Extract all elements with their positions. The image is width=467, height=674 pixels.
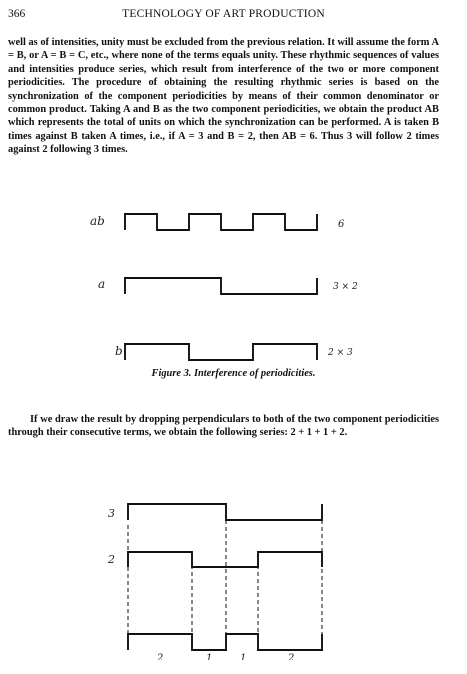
wave-a	[125, 278, 317, 294]
page-header	[8, 8, 439, 24]
row-annotation-a: 3 × 2	[333, 282, 358, 292]
figure-3-caption: Figure 3. Interference of periodicities.	[151, 368, 316, 379]
fig4-wave-3	[128, 504, 322, 520]
fig4-bottom-label-2: 1	[206, 653, 213, 660]
body-paragraph-2: If we draw the result by dropping perpendiculars to both of the two component periodicities through their consecutive terms, we obtain the following series: 2 + 1 + 1 + 2.	[8, 414, 439, 439]
fig4-row-label-2: 2	[108, 553, 115, 566]
fig4-wave-2	[128, 552, 322, 567]
body-paragraph-1: well as of intensities, unity must be excluded from the previous relation. It will assume the form A = B, or A = B = C, etc., where none of the terms equals unity. These rhythmic sequences of values and intensities produce series, which result from interference of the two or more component periodicities. The procedure of obtaining the resulting rhythmic series is based on the synchronization of the component periodicities by means of their common denominator or common product. Taking A and B as the two component periodicities, we obtain the product AB which represents the total of units on which the synchronization can be performed. A is taken B times against B taken A times, i.e., if A = 3 and B = 2, then AB = 6. Thus 3 will follow 2 times against 2 following 3 times.	[8, 37, 439, 156]
fig4-bottom-label-4: 2	[288, 653, 295, 660]
fig4-row-label-3: 3	[108, 507, 115, 520]
fig4-bottom-label-1: 2	[157, 653, 164, 660]
row-annotation-ab: 6	[338, 219, 345, 230]
row-label-a: a	[98, 277, 106, 291]
figure-3-diagram	[0, 200, 467, 370]
fig4-result-wave	[128, 634, 322, 650]
page-number: 366	[8, 8, 26, 20]
row-label-b: b	[115, 344, 123, 358]
wave-b	[125, 344, 317, 360]
row-label-ab: ab	[90, 214, 105, 228]
running-title: TECHNOLOGY OF ART PRODUCTION	[122, 8, 325, 20]
row-annotation-b: 2 × 3	[328, 348, 353, 358]
fig4-bottom-label-3: 1	[240, 653, 247, 660]
figure-4-diagram	[0, 480, 467, 660]
wave-ab	[125, 214, 317, 230]
